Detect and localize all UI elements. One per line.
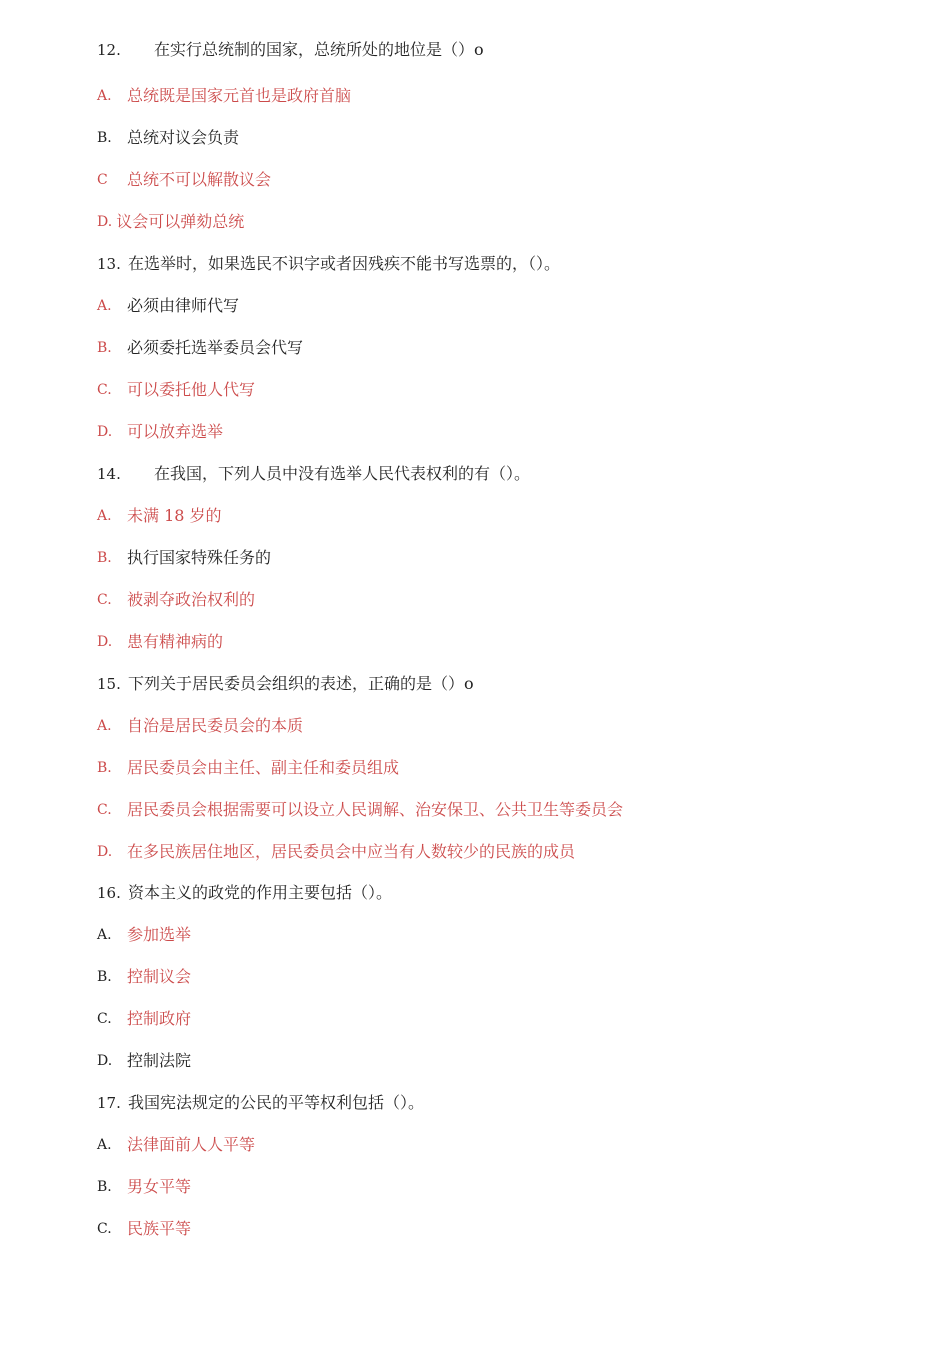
option-label: A.	[97, 1137, 112, 1153]
question-13-option-b	[97, 336, 303, 360]
option-label: C.	[97, 592, 112, 608]
question-15-stem	[97, 672, 474, 696]
question-number: 15.	[97, 675, 121, 693]
question-text: 资本主义的政党的作用主要包括（）。	[128, 883, 393, 902]
question-17-option-b	[97, 1175, 191, 1199]
question-16-stem	[97, 881, 392, 905]
question-12-option-c	[97, 168, 271, 192]
option-text: 控制法院	[127, 1051, 192, 1070]
option-text: 执行国家特殊任务的	[127, 548, 272, 567]
question-14-stem	[97, 462, 530, 486]
question-number: 16.	[97, 884, 121, 902]
option-text: 未满 18 岁的	[127, 506, 222, 525]
question-text: 在实行总统制的国家，总统所处的地位是（）o	[154, 40, 484, 59]
option-text: 必须由律师代写	[127, 296, 240, 315]
question-14-option-c	[97, 588, 255, 612]
option-text: 可以委托他人代写	[127, 380, 256, 399]
option-label: D.	[97, 214, 113, 230]
option-text: 议会可以弹劾总统	[116, 212, 245, 231]
question-14-option-b	[97, 546, 271, 570]
option-label: B.	[97, 550, 112, 566]
question-13-option-c	[97, 378, 255, 402]
question-15-option-a	[97, 714, 303, 738]
option-text: 患有精神病的	[127, 632, 224, 651]
question-16-option-c	[97, 1007, 191, 1031]
option-text: 总统不可以解散议会	[127, 170, 272, 189]
option-label: B.	[97, 1179, 112, 1195]
question-17-stem	[97, 1091, 424, 1115]
option-label: B.	[97, 340, 112, 356]
option-label: D.	[97, 1053, 113, 1069]
option-text: 可以放弃选举	[127, 422, 224, 441]
option-label: A.	[97, 88, 112, 104]
option-text: 总统对议会负责	[127, 128, 240, 147]
option-text: 被剥夺政治权利的	[127, 590, 256, 609]
option-label: C.	[97, 802, 112, 818]
option-label: A.	[97, 927, 112, 943]
question-16-option-b	[97, 965, 191, 989]
option-text: 法律面前人人平等	[127, 1135, 256, 1154]
option-label: C.	[97, 1011, 112, 1027]
option-text: 必须委托选举委员会代写	[127, 338, 304, 357]
option-text: 男女平等	[127, 1177, 192, 1196]
option-label: A.	[97, 508, 112, 524]
question-15-option-b	[97, 756, 399, 780]
question-14-option-a	[97, 504, 222, 528]
option-label: C.	[97, 1221, 112, 1237]
option-label: A.	[97, 298, 112, 314]
question-17-option-c	[97, 1217, 191, 1241]
question-17-option-a	[97, 1133, 255, 1157]
question-16-option-a	[97, 923, 191, 947]
question-13-option-d	[97, 420, 223, 444]
question-15-option-d	[97, 840, 575, 864]
option-text: 居民委员会根据需要可以设立人民调解、治安保卫、公共卫生等委员会	[127, 800, 624, 819]
option-label: D.	[97, 844, 113, 860]
question-12-option-b	[97, 126, 239, 150]
question-12-option-d	[97, 210, 244, 234]
question-text: 下列关于居民委员会组织的表述，正确的是（）o	[128, 674, 474, 693]
question-13-option-a	[97, 294, 239, 318]
option-label: A.	[97, 718, 112, 734]
question-number: 17.	[97, 1094, 121, 1112]
option-text: 自治是居民委员会的本质	[127, 716, 304, 735]
question-number: 12.	[97, 41, 121, 59]
question-14-option-d	[97, 630, 223, 654]
option-text: 民族平等	[127, 1219, 192, 1238]
option-text: 居民委员会由主任、副主任和委员组成	[127, 758, 400, 777]
question-number: 14.	[97, 465, 121, 483]
question-12-option-a	[97, 84, 351, 108]
question-16-option-d	[97, 1049, 191, 1073]
option-text: 参加选举	[127, 925, 192, 944]
question-text: 我国宪法规定的公民的平等权利包括（）。	[128, 1093, 425, 1112]
option-label: D.	[97, 634, 113, 650]
question-text: 在选举时，如果选民不识字或者因残疾不能书写选票的，（）。	[128, 254, 561, 273]
question-13-stem	[97, 252, 560, 276]
option-label: B.	[97, 760, 112, 776]
question-text: 在我国，下列人员中没有选举人民代表权利的有（）。	[154, 464, 531, 483]
question-15-option-c	[97, 798, 623, 822]
option-label: C	[97, 172, 108, 188]
option-text: 总统既是国家元首也是政府首脑	[127, 86, 352, 105]
option-label: B.	[97, 130, 112, 146]
option-text: 在多民族居住地区，居民委员会中应当有人数较少的民族的成员	[127, 842, 576, 861]
question-number: 13.	[97, 255, 121, 273]
option-text: 控制议会	[127, 967, 192, 986]
question-12-stem	[97, 38, 484, 62]
option-label: C.	[97, 382, 112, 398]
option-label: B.	[97, 969, 112, 985]
option-label: D.	[97, 424, 113, 440]
option-text: 控制政府	[127, 1009, 192, 1028]
